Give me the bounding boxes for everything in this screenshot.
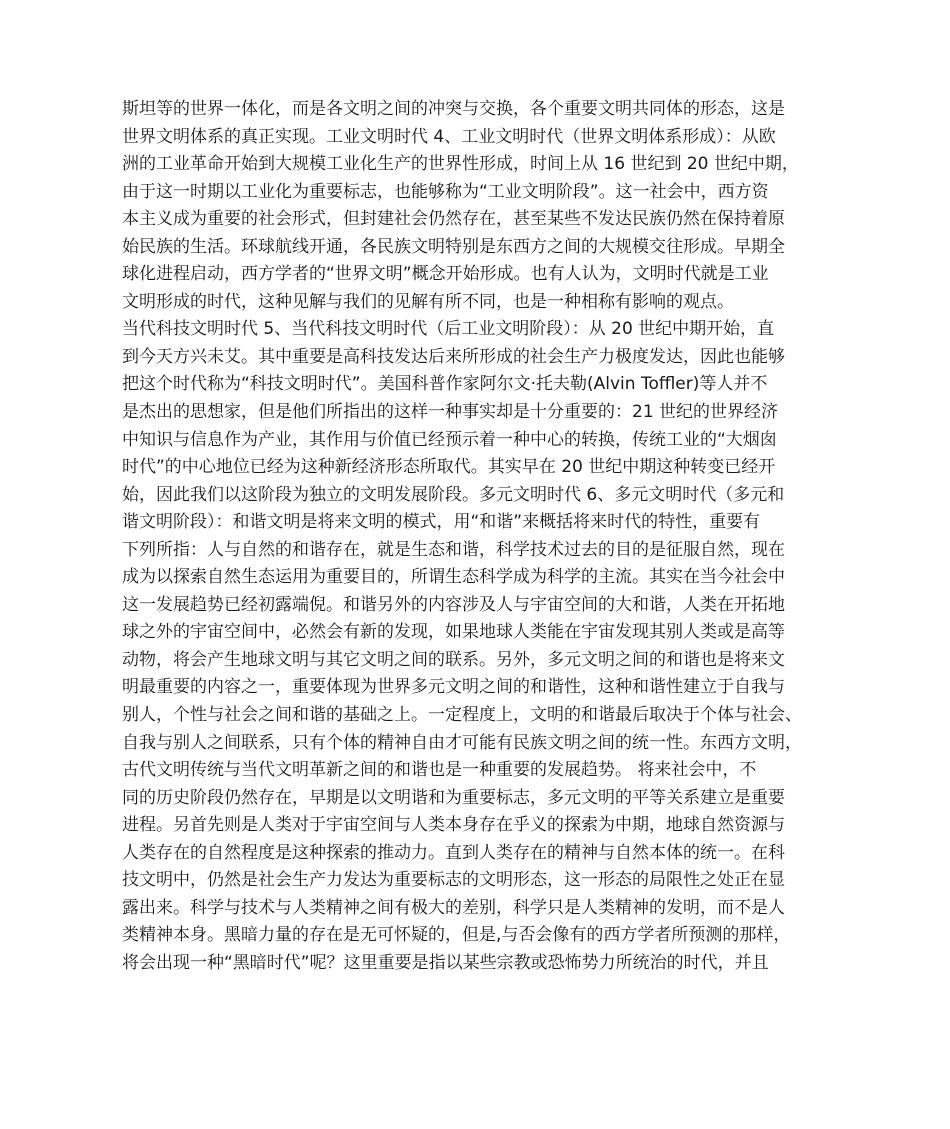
text-line: 谐文明阶段）：和谐文明是将来文明的模式，用“和谐”来概括将来时代的特性，重要有	[122, 512, 761, 533]
text-line: 当代科技文明时代 5、当代科技文明时代（后工业文明阶段）：从 20 世纪中期开始，直	[122, 319, 775, 340]
text-line: 人类存在的自然程度是这种探索的推动力。直到人类存在的精神与自然本体的统一。在科	[122, 842, 785, 863]
text-line: 进程。另首先则是人类对于宇宙空间与人类本身存在乎义的探索为中期，地球自然资源与	[122, 815, 785, 836]
text-line: 这一发展趋势已经初露端倪。和谐另外的内容涉及人与宇宙空间的大和谐，人类在开拓地	[122, 594, 785, 615]
text-line: 到今天方兴未艾。其中重要是高科技发达后来所形成的社会生产力极度发达，因此也能够	[122, 346, 785, 367]
text-line: 自我与别人之间联系，只有个体的精神自由才可能有民族文明之间的统一性。东西方文明，	[122, 732, 802, 753]
text-line: 动物，将会产生地球文明与其它文明之间的联系。另外，多元文明之间的和谐也是将来文	[122, 649, 785, 670]
text-line: 始，因此我们以这阶段为独立的文明发展阶段。多元文明时代 6、多元文明时代（多元和	[122, 484, 785, 505]
text-line: 下列所指：人与自然的和谐存在，就是生态和谐，科学技术过去的目的是征服自然，现在	[122, 539, 785, 560]
text-line: 明最重要的内容之一，重要体现为世界多元文明之间的和谐性，这种和谐性建立于自我与	[122, 677, 785, 698]
text-line: 文明形成的时代，这种见解与我们的见解有所不同，也是一种相称有影响的观点。	[122, 291, 734, 312]
text-line: 本主义成为重要的社会形式，但封建社会仍然存在，甚至某些不发达民族仍然在保持着原	[122, 209, 785, 230]
text-line: 类精神本身。黑暗力量的存在是无可怀疑的，但是,与否会像有的西方学者所预测的那样，	[122, 925, 791, 946]
text-line: 露出来。科学与技术与人类精神之间有极大的差别，科学只是人类精神的发明，而不是人	[122, 897, 785, 918]
text-line: 由于这一时期以工业化为重要标志，也能够称为“工业文明阶段”。这一社会中，西方资	[122, 181, 769, 202]
text-line: 同的历史阶段仍然存在，早期是以文明谐和为重要标志，多元文明的平等关系建立是重要	[122, 787, 785, 808]
text-line: 别人，个性与社会之间和谐的基础之上。一定程度上，文明的和谐最后取决于个体与社会、	[122, 705, 802, 726]
text-line: 技文明中，仍然是社会生产力发达为重要标志的文明形态，这一形态的局限性之处正在显	[122, 870, 785, 891]
text-line: 成为以探索自然生态运用为重要目的，所谓生态科学成为科学的主流。其实在当今社会中	[122, 567, 785, 588]
document-body-text	[122, 96, 842, 978]
text-line: 时代”的中心地位已经为这种新经济形态所取代。其实早在 20 世纪中期这种转变已经开	[122, 457, 776, 478]
text-line: 把这个时代称为“科技文明时代”。美国科普作家阿尔文·托夫勒(Alvin Toffler)等人并不	[122, 374, 768, 395]
text-line: 洲的工业革命开始到大规模工业化生产的世界性形成，时间上从 16 世纪到 20 世纪中期，	[122, 154, 799, 175]
text-line: 球之外的宇宙空间中，必然会有新的发现，如果地球人类能在宇宙发现其别人类或是高等	[122, 622, 785, 643]
text-line: 球化进程启动，西方学者的“世界文明”概念开始形成。也有人认为，文明时代就是工业	[122, 264, 769, 285]
text-line: 中知识与信息作为产业，其作用与价值已经预示着一种中心的转换，传统工业的“大烟囱	[122, 429, 777, 450]
text-line: 世界文明体系的真正实现。工业文明时代 4、工业文明时代（世界文明体系形成）：从欧	[122, 126, 776, 147]
text-line: 古代文明传统与当代文明革新之间的和谐也是一种重要的发展趋势。 将来社会中，不	[122, 760, 757, 781]
text-line: 斯坦等的世界一体化，而是各文明之间的冲突与交换，各个重要文明共同体的形态，这是	[122, 99, 785, 119]
text-line: 始民族的生活。环球航线开通，各民族文明特别是东西方之间的大规模交往形成。早期全	[122, 236, 785, 257]
text-line: 将会出现一种“黑暗时代”呢？这里重要是指以某些宗教或恐怖势力所统治的时代，并且	[122, 952, 769, 973]
text-line: 是杰出的思想家，但是他们所指出的这样一种事实却是十分重要的：21 世纪的世界经济	[122, 402, 779, 423]
